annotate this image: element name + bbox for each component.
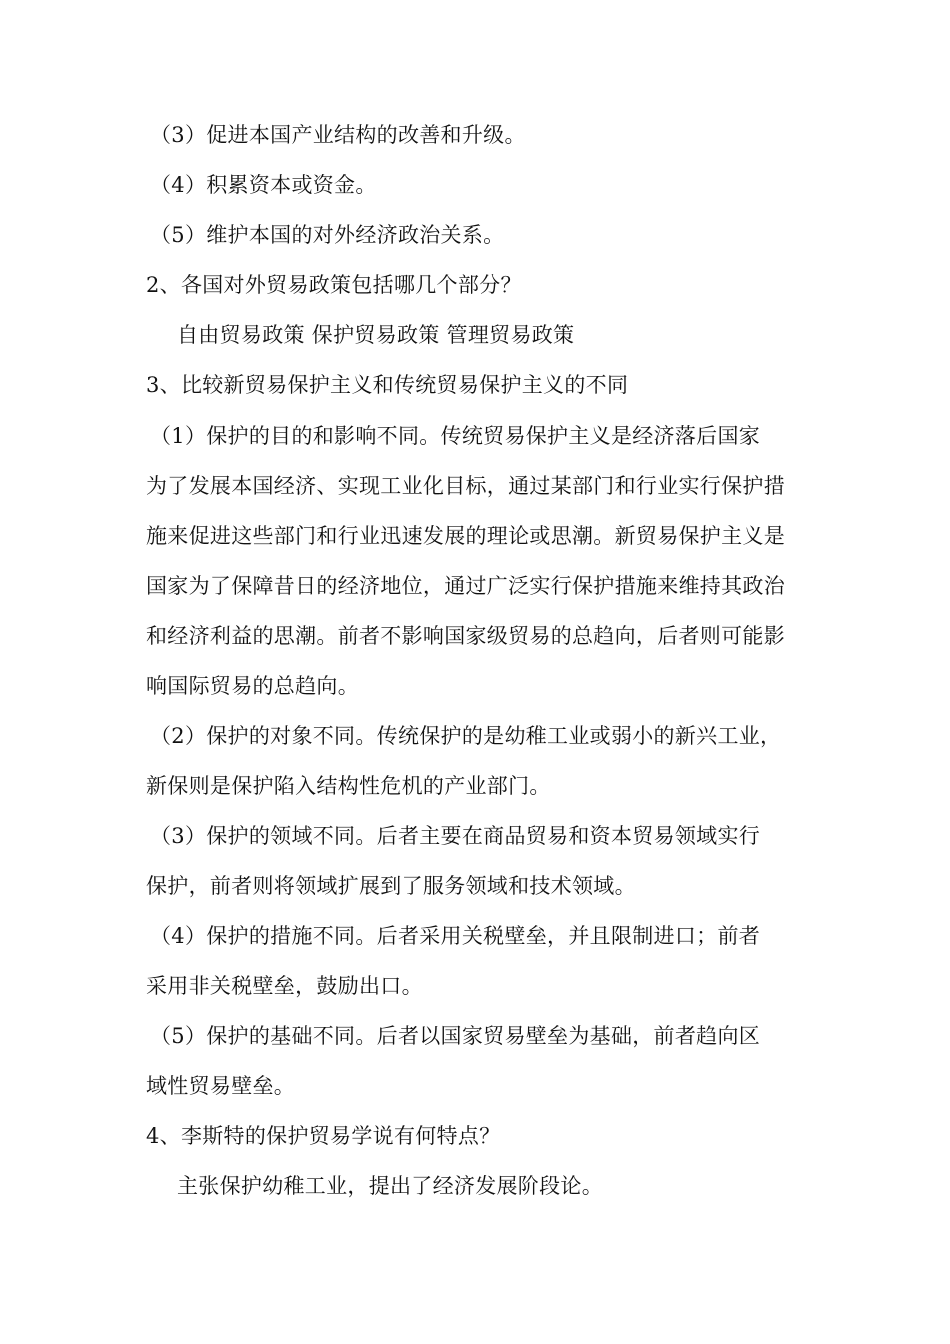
- list-item-3: （3）促进本国产业结构的改善和升级。: [150, 123, 526, 147]
- answer-4: 主张保护幼稚工业，提出了经济发展阶段论。: [177, 1174, 603, 1198]
- answer-2: 自由贸易政策 保护贸易政策 管理贸易政策: [177, 323, 575, 347]
- list-item-4: （4）积累资本或资金。: [150, 173, 377, 197]
- paragraph-line: （3）保护的领域不同。后者主要在商品贸易和资本贸易领域实行: [150, 824, 761, 848]
- paragraph-line: 国家为了保障昔日的经济地位，通过广泛实行保护措施来维持其政治: [146, 574, 785, 598]
- paragraph-line: 新保则是保护陷入结构性危机的产业部门。: [146, 774, 551, 798]
- paragraph-line: 施来促进这些部门和行业迅速发展的理论或思潮。新贸易保护主义是: [146, 524, 785, 548]
- question-3: 3、比较新贸易保护主义和传统贸易保护主义的不同: [146, 373, 629, 397]
- paragraph-line: 保护，前者则将领域扩展到了服务领域和技术领域。: [146, 874, 636, 898]
- list-item-5: （5）维护本国的对外经济政治关系。: [150, 223, 505, 247]
- paragraph-line: （2）保护的对象不同。传统保护的是幼稚工业或弱小的新兴工业，: [150, 724, 782, 748]
- paragraph-line: （5）保护的基础不同。后者以国家贸易壁垒为基础，前者趋向区: [150, 1024, 761, 1048]
- paragraph-line: 域性贸易壁垒。: [146, 1074, 296, 1098]
- paragraph-line: （4）保护的措施不同。后者采用关税壁垒，并且限制进口；前者: [150, 924, 761, 948]
- paragraph-line: （1）保护的目的和影响不同。传统贸易保护主义是经济落后国家: [150, 424, 761, 448]
- question-2: 2、各国对外贸易政策包括哪几个部分？: [146, 273, 522, 297]
- paragraph-line: 采用非关税壁垒，鼓励出口。: [146, 974, 423, 998]
- paragraph-line: 响国际贸易的总趋向。: [146, 674, 359, 698]
- question-4: 4、李斯特的保护贸易学说有何特点？: [146, 1124, 501, 1148]
- paragraph-line: 为了发展本国经济、实现工业化目标，通过某部门和行业实行保护措: [146, 474, 785, 498]
- paragraph-line: 和经济利益的思潮。前者不影响国家级贸易的总趋向，后者则可能影: [146, 624, 785, 648]
